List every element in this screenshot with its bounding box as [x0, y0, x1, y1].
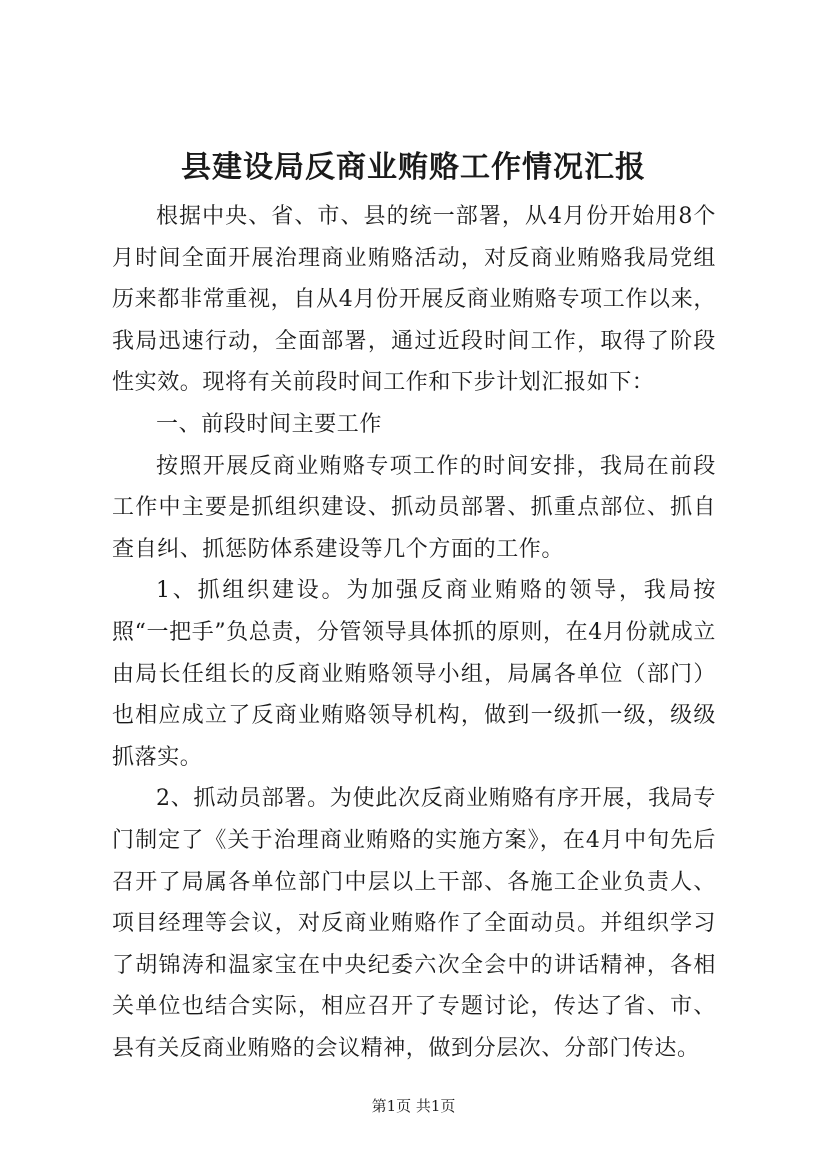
paragraph-mobilization: 2、抓动员部署。为使此次反商业贿赂有序开展，我局专门制定了《关于治理商业贿赂的实施方案》，在4月中旬先后召开了局属各单位部门中层以上干部、各施工企业负责人、项目经理等会议，对反商业贿赂作了全面动员。并组织学习了胡锦涛和温家宝在中央纪委六次全会中的讲话精神，各相关单位也结合实际，相应召开了专题讨论，传达了省、市、县有关反商业贿赂的会议精神，做到分层次、分部门传达。: [112, 786, 716, 1061]
section-heading: 一、前段时间主要工作: [156, 411, 383, 437]
document-title: 县建设局反商业贿赂工作情况汇报: [181, 150, 646, 185]
paragraph-overview: 按照开展反商业贿赂专项工作的时间安排，我局在前段工作中主要是抓组织建设、抓动员部署、抓重点部位、抓自查自纠、抓惩防体系建设等几个方面的工作。: [112, 453, 716, 562]
paragraph-intro: 根据中央、省、市、县的统一部署，从4月份开始用8个月时间全面开展治理商业贿赂活动，对反商业贿赂我局党组历来都非常重视，自从4月份开展反商业贿赂专项工作以来，我局迅速行动，全面部署，通过近段时间工作，取得了阶段性实效。现将有关前段时间工作和下步计划汇报如下：: [112, 204, 716, 396]
page-footer: 第1页 共1页: [371, 1097, 456, 1115]
document-body: [112, 196, 716, 1069]
paragraph-organization: 1、抓组织建设。为加强反商业贿赂的领导，我局按照“一把手”负总责，分管领导具体抓的原则，在4月份就成立由局长任组长的反商业贿赂领导小组，局属各单位（部门）也相应成立了反商业贿赂领导机构，做到一级抓一级，级级抓落实。: [112, 578, 716, 770]
